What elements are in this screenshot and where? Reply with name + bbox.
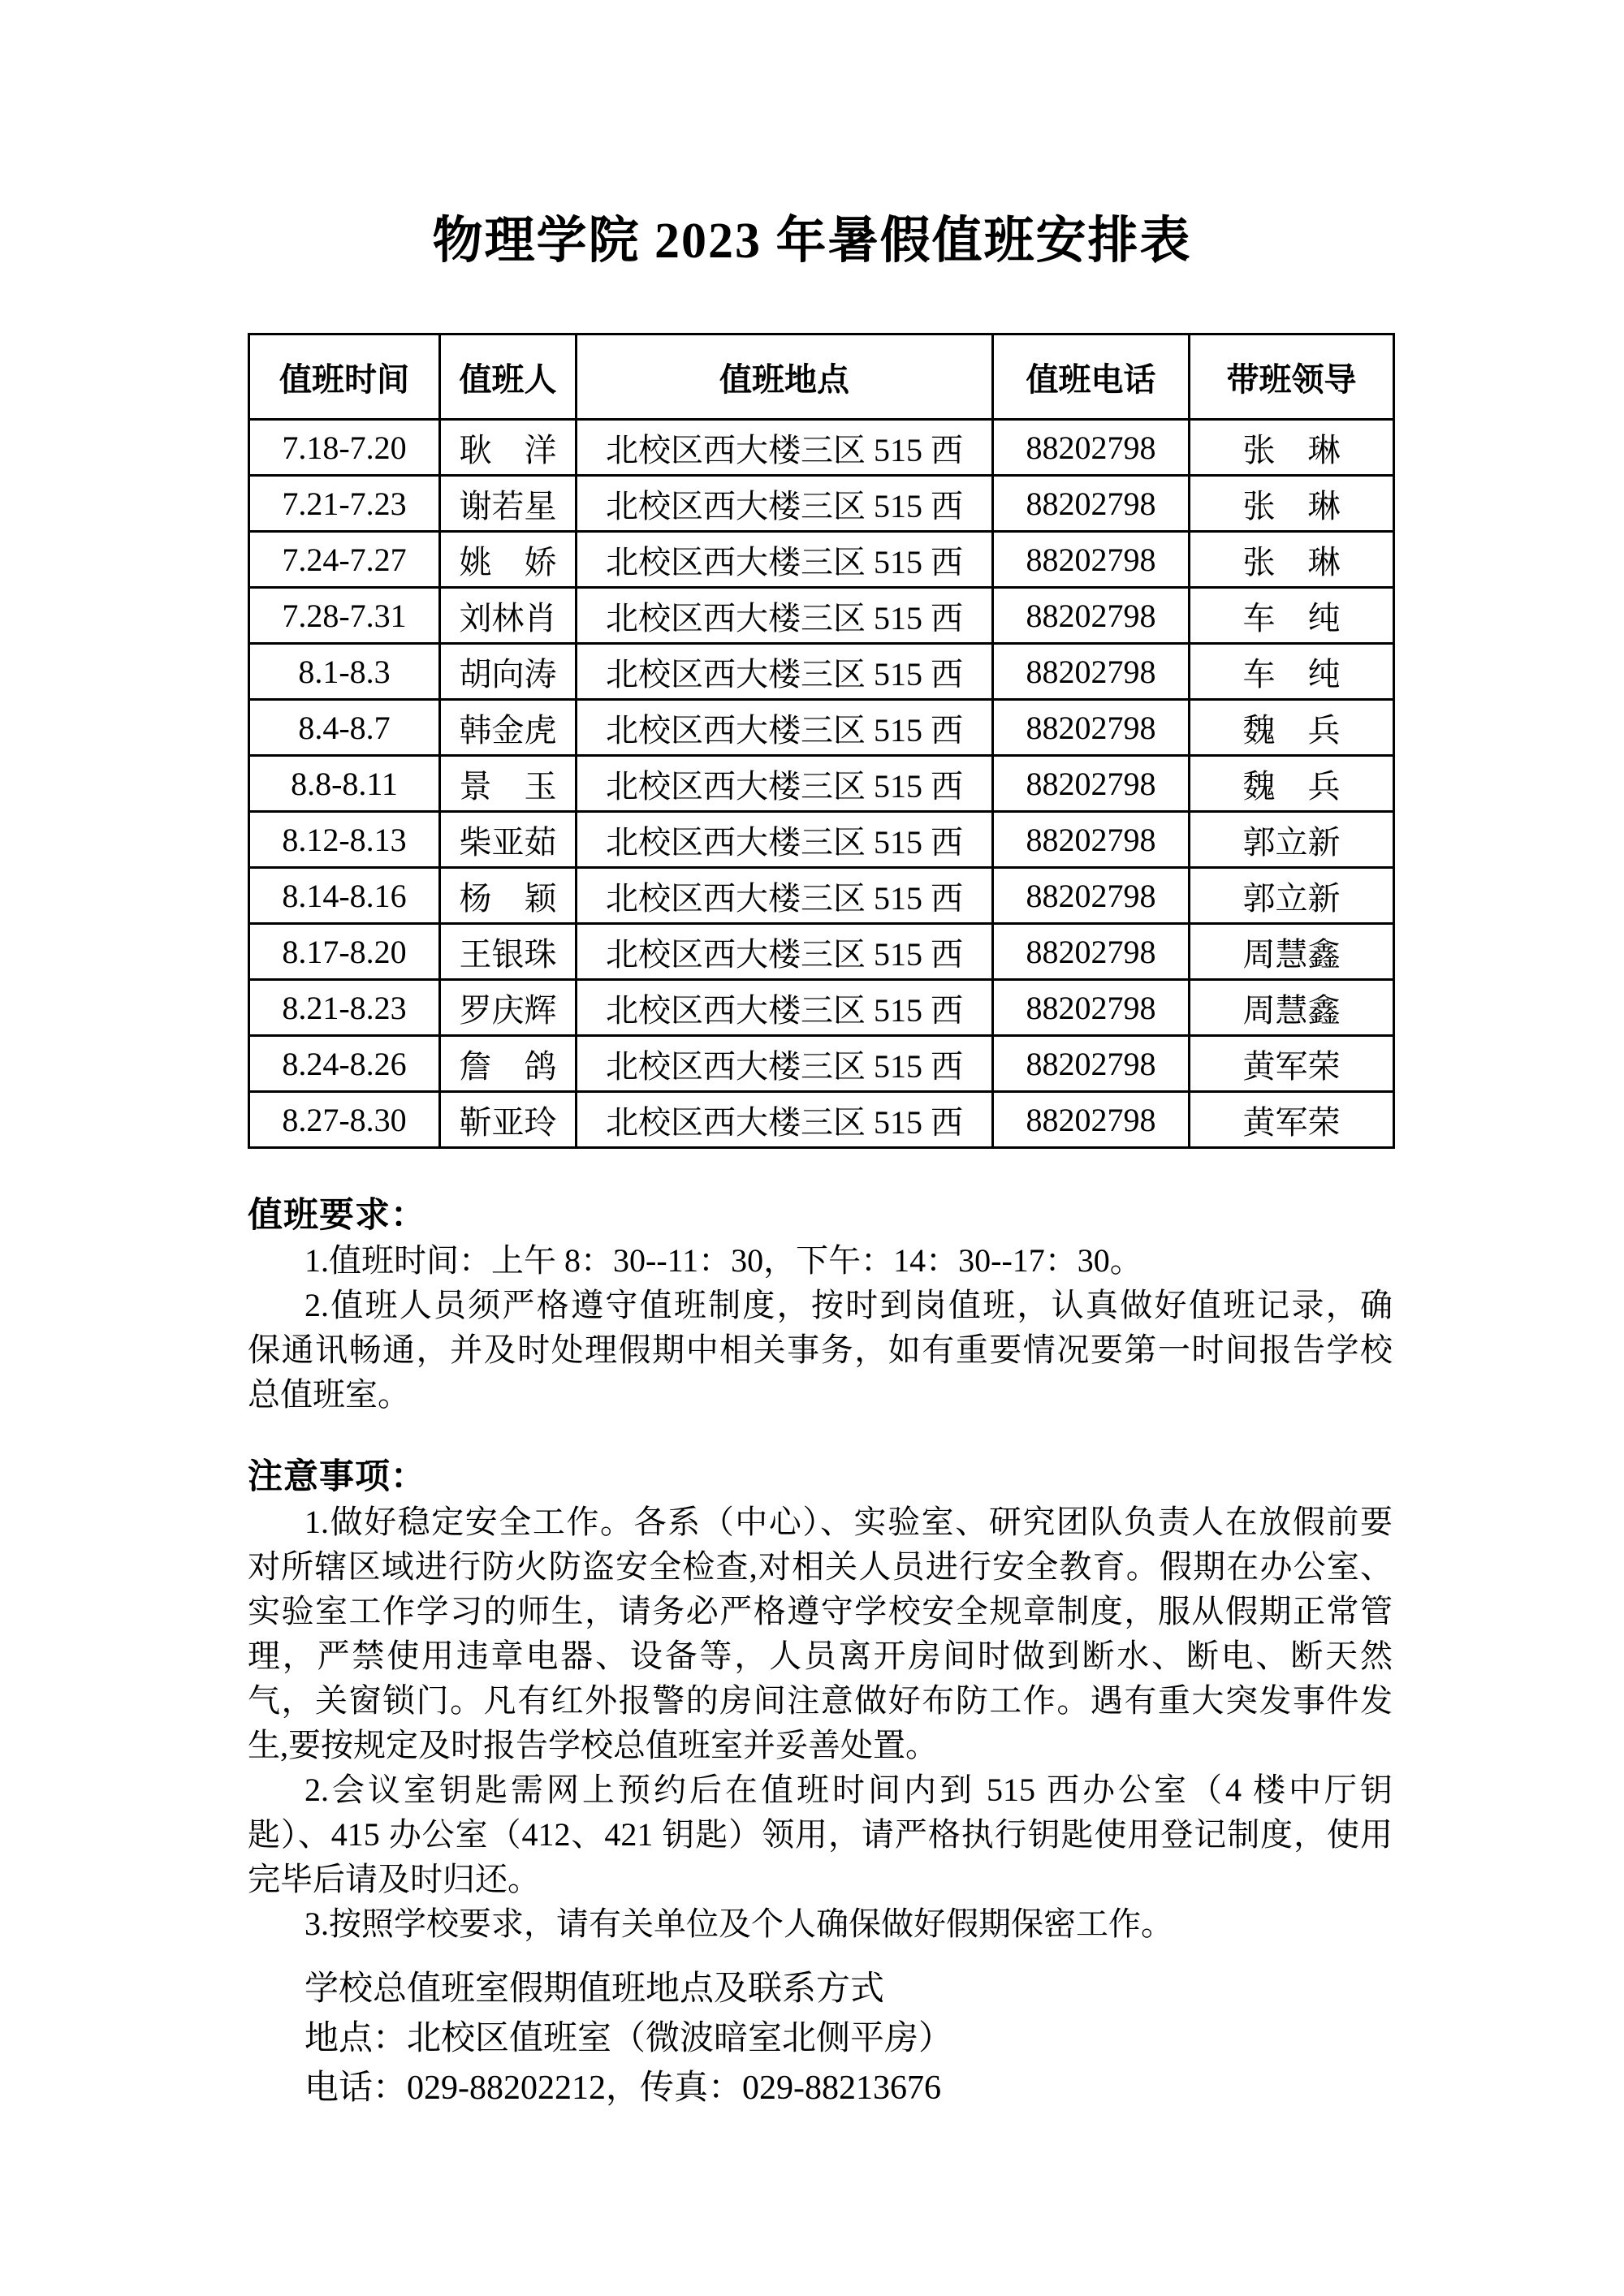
table-cell: 北校区西大楼三区 515 西 (577, 644, 993, 700)
paragraph-line: 理，严禁使用违章电器、设备等，人员离开房间时做到断水、断电、断天然 (248, 1638, 1393, 1674)
paragraph-line: 1.做好稳定安全工作。各系（中心）、实验室、研究团队负责人在放假前要 (304, 1504, 1393, 1540)
table-cell: 8.1-8.3 (249, 644, 440, 700)
duty-requirements-section (248, 1193, 1393, 1417)
table-row (249, 756, 1394, 812)
table-row (249, 924, 1394, 980)
paragraph-line: 总值班室。 (248, 1376, 410, 1413)
table-row (249, 532, 1394, 588)
table-cell: 北校区西大楼三区 515 西 (577, 420, 993, 476)
table-body (249, 420, 1394, 1148)
table-cell: 88202798 (993, 700, 1190, 756)
paragraph-line: 1.值班时间：上午 8：30--11：30，下午：14：30--17：30。 (304, 1242, 1142, 1279)
table-cell: 88202798 (993, 980, 1190, 1036)
paragraph-line: 匙）、415 办公室（412、421 钥匙）领用，请严格执行钥匙使用登记制度，使用 (248, 1816, 1393, 1853)
column-header: 带班领导 (1190, 334, 1394, 420)
table-cell: 8.14-8.16 (249, 868, 440, 924)
table-cell: 姚 娇 (440, 532, 577, 588)
table-cell: 88202798 (993, 588, 1190, 644)
paragraph-line: 保通讯畅通，并及时处理假期中相关事务，如有重要情况要第一时间报告学校 (248, 1331, 1393, 1368)
table-cell: 郭立新 (1190, 812, 1394, 868)
table-cell: 杨 颖 (440, 868, 577, 924)
column-header: 值班电话 (993, 334, 1190, 420)
table-cell: 8.8-8.11 (249, 756, 440, 812)
table-cell: 柴亚茹 (440, 812, 577, 868)
table-cell: 北校区西大楼三区 515 西 (577, 1092, 993, 1148)
table-row (249, 476, 1394, 532)
table-cell: 8.27-8.30 (249, 1092, 440, 1148)
table-cell: 北校区西大楼三区 515 西 (577, 588, 993, 644)
paragraph-line: 2.会议室钥匙需网上预约后在值班时间内到 515 西办公室（4 楼中厅钥 (304, 1772, 1393, 1808)
table-cell: 周慧鑫 (1190, 924, 1394, 980)
table-cell: 8.12-8.13 (249, 812, 440, 868)
contact-line: 学校总值班室假期值班地点及联系方式 (304, 1970, 885, 2008)
table-row (249, 1092, 1394, 1148)
table-cell: 胡向涛 (440, 644, 577, 700)
table-cell: 靳亚玲 (440, 1092, 577, 1148)
table-cell: 88202798 (993, 1036, 1190, 1092)
table-cell: 张 琳 (1190, 420, 1394, 476)
table-cell: 黄军荣 (1190, 1036, 1394, 1092)
table-cell: 黄军荣 (1190, 1092, 1394, 1148)
table-cell: 张 琳 (1190, 476, 1394, 532)
table-cell: 88202798 (993, 868, 1190, 924)
table-cell: 北校区西大楼三区 515 西 (577, 980, 993, 1036)
table-cell: 8.17-8.20 (249, 924, 440, 980)
table-header-row (249, 334, 1394, 420)
paragraph-line: 实验室工作学习的师生，请务必严格遵守学校安全规章制度，服从假期正常管 (248, 1593, 1393, 1629)
paragraph-line: 完毕后请及时归还。 (248, 1861, 540, 1897)
paragraph-line: 3.按照学校要求，请有关单位及个人确保做好假期保密工作。 (304, 1905, 1173, 1942)
table-row (249, 980, 1394, 1036)
table-cell: 韩金虎 (440, 700, 577, 756)
table-cell: 罗庆辉 (440, 980, 577, 1036)
table-cell: 魏 兵 (1190, 756, 1394, 812)
table-cell: 7.28-7.31 (249, 588, 440, 644)
table-cell: 王银珠 (440, 924, 577, 980)
table-row (249, 812, 1394, 868)
table-cell: 张 琳 (1190, 532, 1394, 588)
table-cell: 北校区西大楼三区 515 西 (577, 532, 993, 588)
contact-block (304, 1965, 1393, 2113)
table-row (249, 868, 1394, 924)
table-cell: 刘林肖 (440, 588, 577, 644)
table-cell: 北校区西大楼三区 515 西 (577, 1036, 993, 1092)
table-cell: 7.24-7.27 (249, 532, 440, 588)
table-cell: 耿 洋 (440, 420, 577, 476)
contact-line: 地点：北校区值班室（微波暗室北侧平房） (304, 2020, 953, 2057)
table-cell: 车 纯 (1190, 588, 1394, 644)
page-title: 物理学院 2023 年暑假值班安排表 (432, 214, 1192, 269)
table-cell: 魏 兵 (1190, 700, 1394, 756)
table-cell: 郭立新 (1190, 868, 1394, 924)
table-cell: 88202798 (993, 924, 1190, 980)
table-row (249, 420, 1394, 476)
table-cell: 88202798 (993, 1092, 1190, 1148)
table-row (249, 588, 1394, 644)
table-row (249, 644, 1394, 700)
duty-requirements-body (248, 1238, 1393, 1417)
table-cell: 詹 鸽 (440, 1036, 577, 1092)
table-cell: 88202798 (993, 476, 1190, 532)
table-cell: 88202798 (993, 812, 1190, 868)
table-cell: 北校区西大楼三区 515 西 (577, 812, 993, 868)
table-cell: 88202798 (993, 532, 1190, 588)
column-header: 值班地点 (577, 334, 993, 420)
table-cell: 7.18-7.20 (249, 420, 440, 476)
contact-line: 电话：029-88202212，传真：029-88213676 (304, 2069, 941, 2107)
notes-body (248, 1500, 1393, 1946)
table-row (249, 1036, 1394, 1092)
table-cell: 北校区西大楼三区 515 西 (577, 756, 993, 812)
notes-heading: 注意事项： (248, 1457, 426, 1496)
paragraph-line: 气，关窗锁门。凡有红外报警的房间注意做好布防工作。遇有重大突发事件发 (248, 1682, 1393, 1719)
table-cell: 景 玉 (440, 756, 577, 812)
table-cell: 北校区西大楼三区 515 西 (577, 868, 993, 924)
table-cell: 谢若星 (440, 476, 577, 532)
table-cell: 车 纯 (1190, 644, 1394, 700)
table-row (249, 700, 1394, 756)
column-header: 值班时间 (249, 334, 440, 420)
paragraph-line: 生,要按规定及时报告学校总值班室并妥善处置。 (248, 1727, 938, 1763)
duty-requirements-heading: 值班要求： (248, 1196, 426, 1235)
table-cell: 88202798 (993, 644, 1190, 700)
table-cell: 8.24-8.26 (249, 1036, 440, 1092)
table-cell: 北校区西大楼三区 515 西 (577, 924, 993, 980)
table-cell: 7.21-7.23 (249, 476, 440, 532)
column-header: 值班人 (440, 334, 577, 420)
table-cell: 北校区西大楼三区 515 西 (577, 700, 993, 756)
notes-section (248, 1455, 1393, 1946)
table-cell: 北校区西大楼三区 515 西 (577, 476, 993, 532)
table-cell: 88202798 (993, 756, 1190, 812)
duty-schedule-table (248, 333, 1395, 1149)
table-cell: 8.21-8.23 (249, 980, 440, 1036)
paragraph-line: 2.值班人员须严格遵守值班制度，按时到岗值班，认真做好值班记录，确 (304, 1287, 1393, 1323)
table-cell: 8.4-8.7 (249, 700, 440, 756)
paragraph-line: 对所辖区域进行防火防盗安全检查,对相关人员进行安全教育。假期在办公室、 (248, 1548, 1393, 1585)
table-cell: 周慧鑫 (1190, 980, 1394, 1036)
table-cell: 88202798 (993, 420, 1190, 476)
